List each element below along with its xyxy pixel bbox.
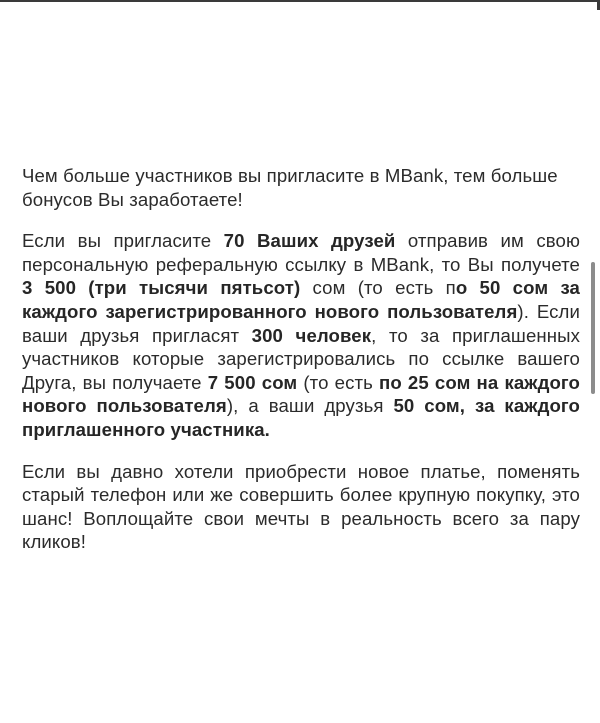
- second-level-per-user-highlight: по 25 сом на каждого нового пользователя: [22, 371, 580, 417]
- article-body: [22, 164, 580, 554]
- referral-offer-paragraph: [22, 229, 580, 441]
- friend-reward-highlight: 50 сом, за каждого приглашенного участника.: [22, 395, 580, 440]
- top-divider: [0, 0, 600, 2]
- invitees-count-highlight: 300 человек: [251, 324, 372, 346]
- reward-total-highlight: 3 500 (три тысячи пятьсот): [22, 277, 301, 299]
- offer-text: ). Если ваши друзья пригласят: [22, 300, 580, 346]
- intro-paragraph: Чем больше участников вы пригласите в MBank, тем больше бонусов Вы заработаете!: [22, 165, 558, 210]
- offer-text: сом (то есть п: [300, 277, 456, 299]
- offer-text: отправив им свою персональную реферальную ссылку в MBank, то Вы получете: [22, 230, 580, 275]
- offer-text: , то за приглашенных участников которые зарегистрировались по ссылке вашего Друга, вы получаете: [22, 324, 580, 393]
- second-level-reward-highlight: 7 500 сом: [207, 371, 298, 393]
- offer-text: ), а ваши друзья: [226, 395, 394, 417]
- friends-count-highlight: 70 Ваших друзей: [223, 230, 396, 252]
- per-user-reward-highlight: о 50 сом за каждого зарегистрированного нового пользователя: [22, 277, 580, 322]
- offer-text: (то есть: [297, 371, 380, 393]
- scrollbar-thumb[interactable]: [591, 262, 595, 394]
- closing-paragraph: Если вы давно хотели приобрести новое платье, поменять старый телефон или же совершить более крупную покупку, это шанс! Воплощайте свои мечты в реальность всего за пару кликов!: [22, 460, 580, 553]
- offer-text: Если вы пригласите: [22, 230, 224, 252]
